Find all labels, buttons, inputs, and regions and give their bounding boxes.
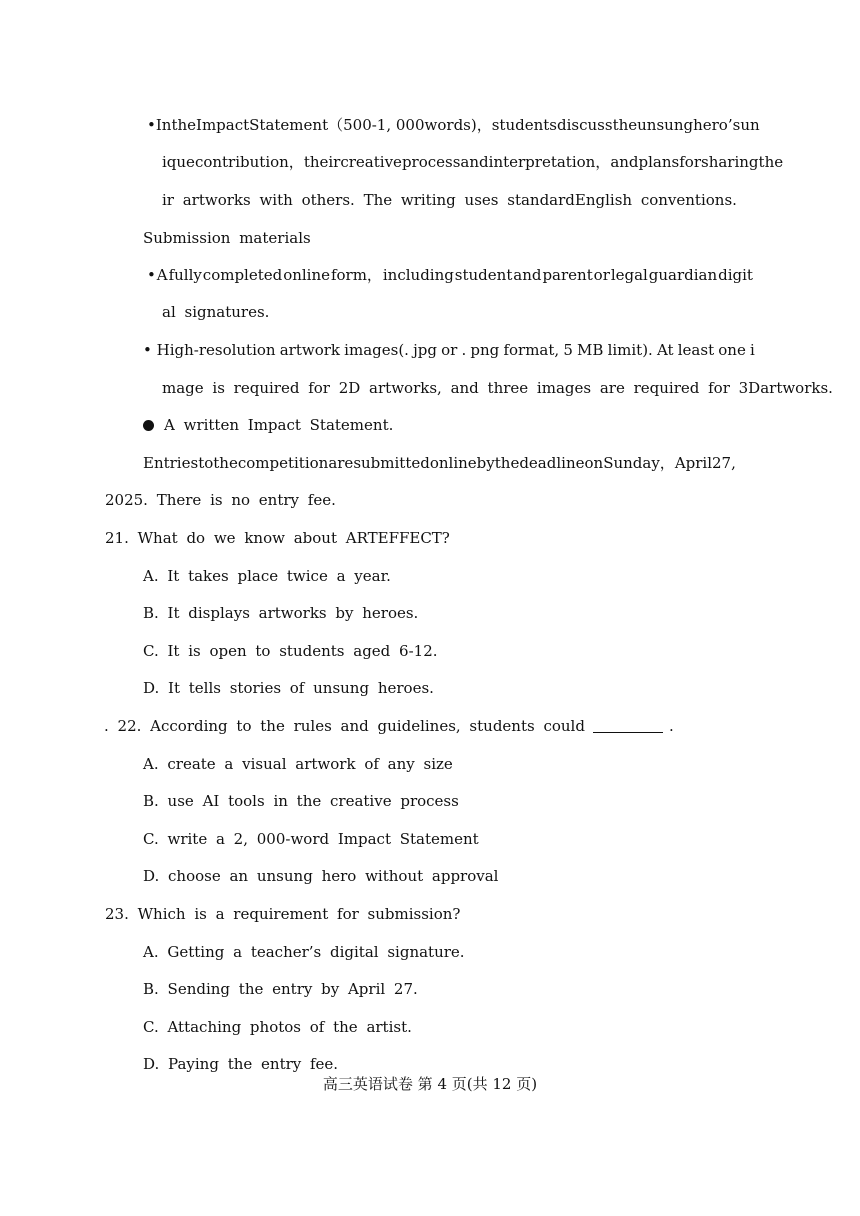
word: Sunday， — [603, 454, 675, 472]
word: students — [491, 116, 557, 134]
word: the — [171, 116, 197, 134]
word: to — [198, 454, 214, 472]
word: In — [155, 116, 172, 134]
word: artwork — [279, 341, 341, 359]
statement-bullet-text: A written Impact Statement. — [164, 416, 394, 434]
word: i — [749, 341, 755, 359]
word: the — [494, 454, 520, 472]
question-22-stem-end: . — [668, 717, 674, 735]
image-bullet-line-2: mage is required for 2D artworks, and three images are required for 3Dartworks. — [162, 379, 833, 397]
word: process — [401, 153, 461, 171]
word: are — [328, 454, 354, 472]
word: one — [718, 341, 746, 359]
word: plans — [638, 153, 680, 171]
word: jpg — [413, 341, 437, 359]
question-23-option-c: C. Attaching photos of the artist. — [143, 1018, 412, 1036]
word: un — [740, 116, 760, 134]
word: images(. — [344, 341, 409, 359]
word: online — [429, 454, 477, 472]
word: At — [656, 341, 674, 359]
word: student — [454, 266, 513, 284]
question-22-stem — [104, 716, 674, 736]
question-22-option-a: A. create a visual artwork of any size — [143, 755, 453, 773]
word: • — [147, 266, 156, 284]
impact-bullet-line-1 — [147, 115, 760, 135]
word: the — [213, 454, 238, 472]
word: deadline — [519, 454, 585, 472]
answer-blank — [593, 718, 663, 733]
impact-bullet-line-3: ir artworks with others. The writing uses standardEnglish conventions. — [162, 191, 737, 209]
word: MB — [577, 341, 604, 359]
statement-bullet — [143, 415, 393, 435]
image-bullet-line-1 — [143, 340, 755, 360]
question-21-option-a: A. It takes place twice a year. — [143, 567, 391, 585]
word: legal — [610, 266, 648, 284]
word: Impact — [196, 116, 250, 134]
question-22-option-c: C. write a 2, 000-word Impact Statement — [143, 830, 479, 848]
word: the — [612, 116, 638, 134]
word: fully — [168, 266, 202, 284]
word: the — [758, 153, 784, 171]
question-21-option-b: B. It displays artworks by heroes. — [143, 604, 419, 622]
bullet-dot-icon — [143, 420, 154, 431]
word: • — [147, 116, 156, 134]
word: limit). — [607, 341, 653, 359]
word: 5 — [563, 341, 573, 359]
word: （500-1, 000 — [328, 116, 425, 134]
question-22-option-d: D. choose an unsung hero without approval — [143, 867, 499, 885]
question-23-option-a: A. Getting a teacher’s digital signature. — [143, 943, 465, 961]
word: form， — [330, 266, 382, 284]
entries-para-line-1 — [143, 453, 736, 473]
impact-bullet-line-2 — [162, 152, 784, 172]
question-23-option-d: D. Paying the entry fee. — [143, 1055, 339, 1073]
word: hero’s — [693, 116, 741, 134]
entries-para-line-2: 2025. There is no entry fee. — [105, 491, 336, 509]
page-footer: 高三英语试卷 第 4 页(共 12 页) — [322, 1075, 538, 1093]
word: competition — [237, 454, 329, 472]
word: on — [584, 454, 604, 472]
word: by — [476, 454, 495, 472]
word: 27, — [712, 454, 736, 472]
submission-heading: Submission materials — [143, 229, 311, 247]
word: A — [156, 266, 168, 284]
question-21-option-c: C. It is open to students aged 6-12. — [143, 642, 438, 660]
word: and — [513, 266, 542, 284]
word: words)， — [424, 116, 492, 134]
word: contribution， — [194, 153, 304, 171]
word: submitted — [353, 454, 430, 472]
question-22-option-b: B. use AI tools in the creative process — [143, 792, 459, 810]
word: and — [610, 153, 639, 171]
word: digit — [718, 266, 753, 284]
word: format, — [503, 341, 560, 359]
word: • High-resolution — [143, 341, 276, 359]
question-21-stem: 21. What do we know about ARTEFFECT? — [105, 529, 450, 547]
word: unsung — [637, 116, 694, 134]
word: . — [461, 341, 467, 359]
word: Entries — [143, 454, 199, 472]
word: including — [382, 266, 454, 284]
word: ique — [162, 153, 195, 171]
word: parent — [542, 266, 593, 284]
form-bullet-line-1 — [147, 265, 753, 285]
question-23-option-b: B. Sending the entry by April 27. — [143, 980, 418, 998]
question-21-option-d: D. It tells stories of unsung heroes. — [143, 679, 434, 697]
word: their — [303, 153, 341, 171]
word: or — [593, 266, 610, 284]
question-23-stem: 23. Which is a requirement for submission? — [105, 905, 461, 923]
word: or — [441, 341, 458, 359]
form-bullet-line-2: al signatures. — [162, 303, 270, 321]
word: guardian — [648, 266, 718, 284]
word: creative — [340, 153, 402, 171]
word: least — [677, 341, 715, 359]
word: interpretation， — [488, 153, 611, 171]
word: April — [674, 454, 713, 472]
question-22-stem-text: . 22. According to the rules and guidelines, students could — [104, 717, 585, 735]
word: Statement — [249, 116, 329, 134]
word: and — [460, 153, 489, 171]
word: for — [679, 153, 701, 171]
word: discuss — [557, 116, 613, 134]
word: completed — [202, 266, 283, 284]
word: sharing — [701, 153, 759, 171]
word: online — [283, 266, 331, 284]
word: png — [470, 341, 500, 359]
